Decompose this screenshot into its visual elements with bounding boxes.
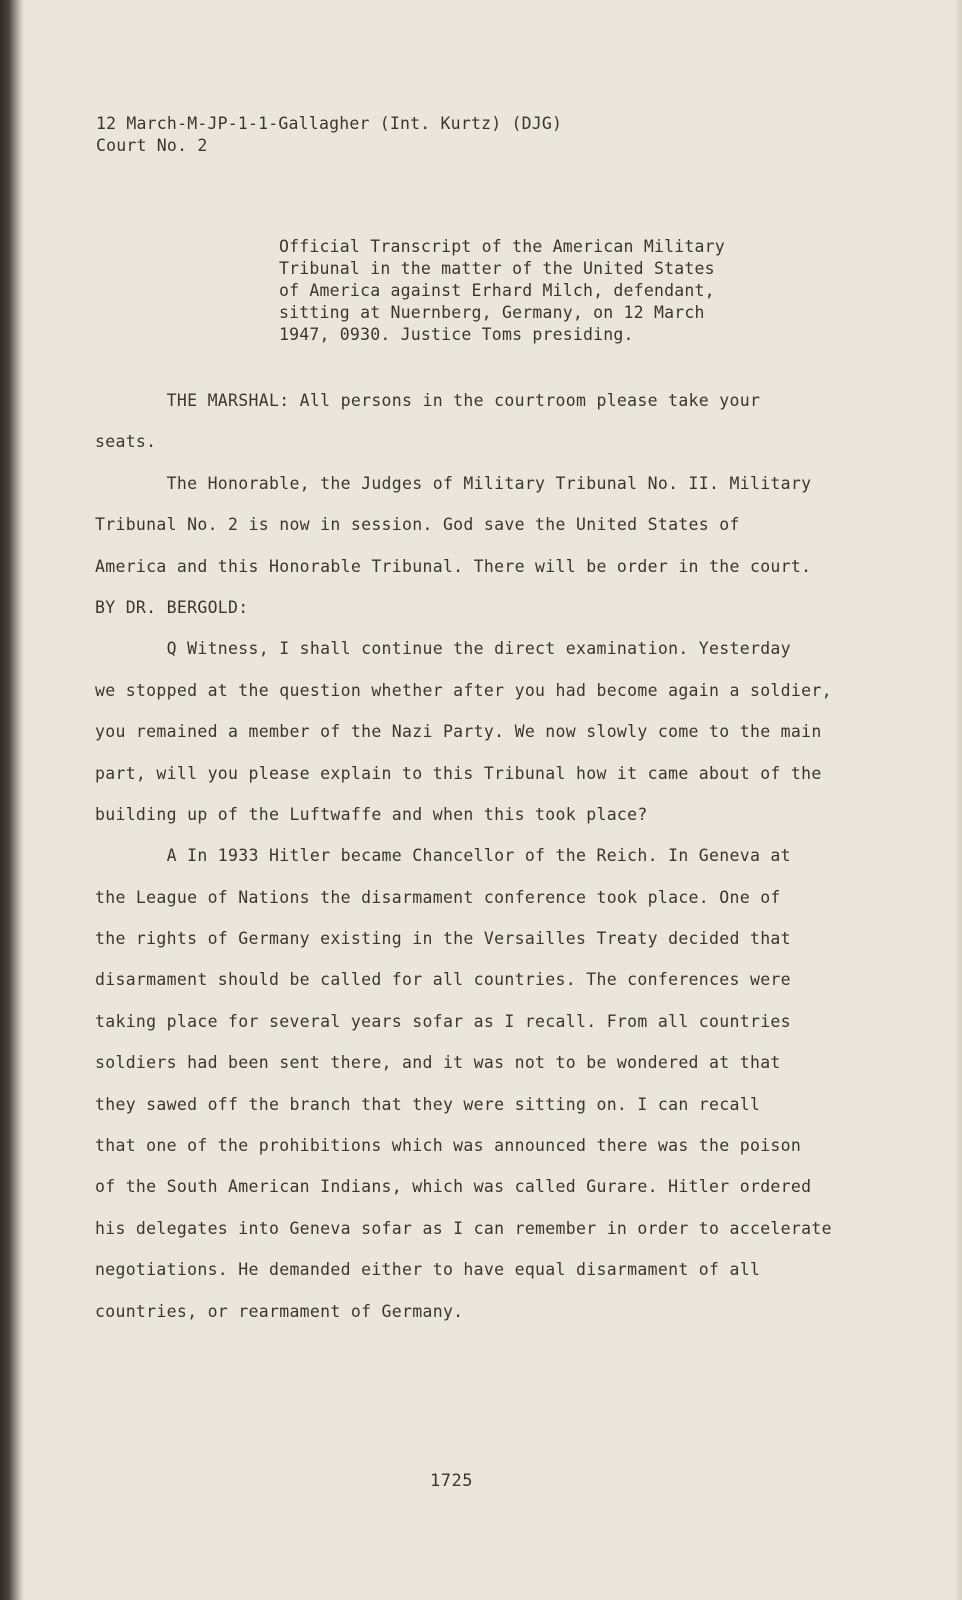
- body-line: his delegates into Geneva sofar as I can remember in order to accelerate: [95, 1218, 832, 1238]
- header-reference-line: 12 March-M-JP-1-1-Gallagher (Int. Kurtz) (DJG): [96, 114, 563, 133]
- body-line: seats.: [95, 432, 157, 452]
- body-line: America and this Honorable Tribunal. There will be order in the court.: [95, 556, 812, 576]
- body-line: of the South American Indians, which was called Gurare. Hitler ordered: [95, 1177, 812, 1197]
- header-court-line: Court No. 2: [96, 136, 208, 155]
- body-line: you remained a member of the Nazi Party. We now slowly come to the main: [95, 722, 822, 742]
- body-line: Tribunal No. 2 is now in session. God save the United States of: [95, 515, 740, 535]
- body-line: soldiers had been sent there, and it was not to be wondered at that: [95, 1053, 781, 1073]
- body-line: Q Witness, I shall continue the direct examination. Yesterday: [95, 639, 791, 659]
- body-line: The Honorable, the Judges of Military Tribunal No. II. Military: [95, 473, 812, 493]
- body-line: the League of Nations the disarmament conference took place. One of: [95, 887, 781, 907]
- caption-line: 1947, 0930. Justice Toms presiding.: [279, 325, 634, 344]
- body-line: countries, or rearmament of Germany.: [95, 1301, 464, 1321]
- body-line: A In 1933 Hitler became Chancellor of the Reich. In Geneva at: [95, 846, 791, 866]
- body-line: taking place for several years sofar as I recall. From all countries: [95, 1011, 791, 1031]
- body-line: we stopped at the question whether after you had become again a soldier,: [95, 680, 832, 700]
- caption-line: sitting at Nuernberg, Germany, on 12 March: [279, 303, 705, 322]
- transcript-body: [95, 380, 845, 1332]
- body-line: part, will you please explain to this Tribunal how it came about of the: [95, 763, 822, 783]
- body-line: they sawed off the branch that they were sitting on. I can recall: [95, 1094, 761, 1114]
- scan-binding-edge: [0, 0, 24, 1600]
- scan-page-edge: [954, 0, 962, 1600]
- caption-line: Tribunal in the matter of the United States: [279, 259, 715, 278]
- official-transcript-caption: [279, 236, 725, 346]
- caption-line: Official Transcript of the American Military: [279, 237, 725, 256]
- body-line: negotiations. He demanded either to have equal disarmament of all: [95, 1260, 761, 1280]
- body-line: that one of the prohibitions which was announced there was the poison: [95, 1136, 802, 1156]
- body-line: THE MARSHAL: All persons in the courtroom please take your: [95, 391, 761, 410]
- caption-line: of America against Erhard Milch, defendant,: [279, 281, 715, 300]
- page-number: 1725: [430, 1471, 473, 1491]
- body-line: the rights of Germany existing in the Versailles Treaty decided that: [95, 929, 791, 949]
- body-line: BY DR. BERGOLD:: [95, 597, 249, 617]
- body-line: building up of the Luftwaffe and when this took place?: [95, 804, 648, 824]
- transcript-header: [96, 113, 562, 157]
- body-line: disarmament should be called for all countries. The conferences were: [95, 970, 791, 990]
